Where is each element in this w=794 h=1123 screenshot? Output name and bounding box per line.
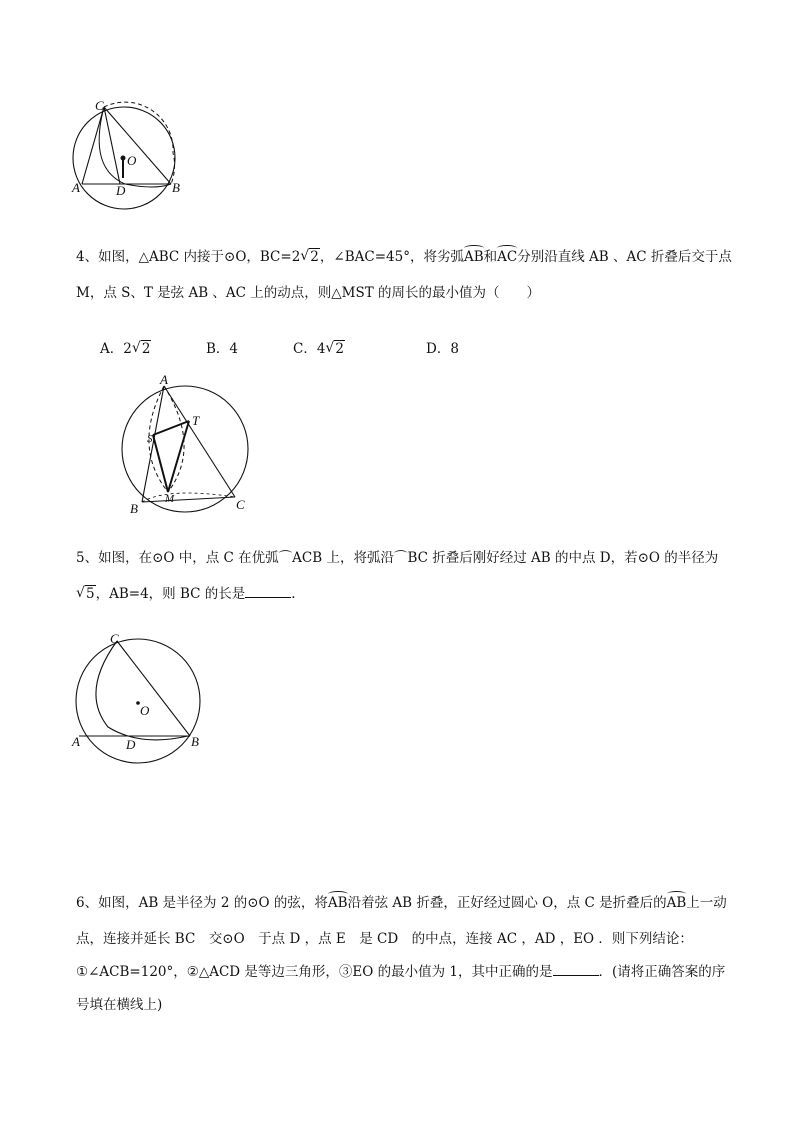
- q3-figure: [70, 98, 185, 218]
- q5-label-d: D: [126, 737, 136, 752]
- q4-option-b: B．4: [206, 341, 239, 357]
- q4-label-t: T: [192, 413, 200, 428]
- q5-figure: [70, 632, 210, 767]
- q4-line-sm: [153, 435, 168, 492]
- q4-line-tm: [168, 421, 189, 492]
- q4-option-c: C．4 √ 2: [293, 340, 345, 357]
- q5-line-2: √ 5，AB=4，则 BC 的长是 .: [76, 585, 296, 602]
- q4-line-1: 4、如图，△ABC 内接于⊙O，BC=2 √ 2，∠BAC=45°，将劣弧AB和AC分别沿直线 AB 、AC 折叠后交于点: [76, 248, 732, 265]
- q3-label-o: O: [127, 153, 137, 168]
- q6-line-3: ①∠ACB=120°，②△ACD 是等边三角形，③EO 的最小值为 1，其中正确的是 ．(请将正确答案的序: [76, 964, 726, 980]
- q3-label-b: B: [172, 180, 180, 195]
- q4-chord-ab: [142, 386, 164, 502]
- q4-line-2: M，点 S、T 是弦 AB 、AC 上的动点，则△MST 的周长的最小值为（ ）: [76, 285, 541, 301]
- q5-label-b: B: [191, 734, 199, 749]
- q3-line-cb: [104, 107, 171, 184]
- sqrt-symbol: √ 2: [300, 248, 319, 265]
- q3-label-d: D: [116, 183, 126, 198]
- q3-dashed-arc: [104, 102, 175, 184]
- arc-ab: AB: [327, 895, 348, 911]
- answer-blank[interactable]: [553, 963, 599, 976]
- q4-label-a: A: [160, 372, 168, 387]
- q4-line-st: [153, 421, 189, 435]
- q3-folded-arc: [99, 107, 171, 187]
- q4-figure: [122, 372, 257, 517]
- q5-label-o: O: [140, 703, 150, 718]
- q6-line-1: 6、如图，AB 是半径为 2 的⊙O 的弦，将AB沿着弦 AB 折叠，正好经过圆心 O，点 C 是折叠后的AB上一动: [76, 895, 727, 911]
- q3-label-c: C: [95, 98, 104, 113]
- q6-line-2: 点，连接并延长 BC 交⊙O 于点 D ，点 E 是 CD 的中点，连接 AC ，AD ，EO ．则下列结论：: [76, 931, 693, 947]
- q4-label-c: C: [236, 497, 245, 512]
- q5-label-c: C: [110, 631, 119, 646]
- answer-blank[interactable]: [245, 585, 291, 598]
- q5-circle: [76, 639, 200, 763]
- q4-chord-ac: [164, 386, 235, 497]
- q3-line-ca: [82, 107, 104, 184]
- arc-ac: AC: [497, 249, 518, 265]
- q6-line-4: 号填在横线上): [76, 997, 163, 1013]
- q4-option-a: A．2 √ 2: [100, 340, 151, 357]
- q5-line-1: 5、如图，在⊙O 中，点 C 在优弧⌒ACB 上，将弧沿⌒BC 折叠后刚好经过 AB 的中点 D，若⊙O 的半径为: [76, 550, 719, 566]
- q3-label-a: A: [72, 180, 80, 195]
- q5-label-a: A: [72, 734, 80, 749]
- arc-ab: AB: [666, 895, 687, 911]
- q3-line-cd: [104, 107, 120, 184]
- q5-folded-arc: [96, 641, 188, 740]
- q4-label-s: S: [147, 433, 153, 445]
- q3-center-dot: [121, 156, 126, 161]
- arc-ab: AB: [463, 249, 484, 265]
- q4-label-b: B: [130, 501, 138, 516]
- q4-label-m: M: [165, 493, 175, 505]
- q4-option-d: D．8: [426, 341, 459, 357]
- sqrt-symbol: √ 5: [76, 585, 95, 602]
